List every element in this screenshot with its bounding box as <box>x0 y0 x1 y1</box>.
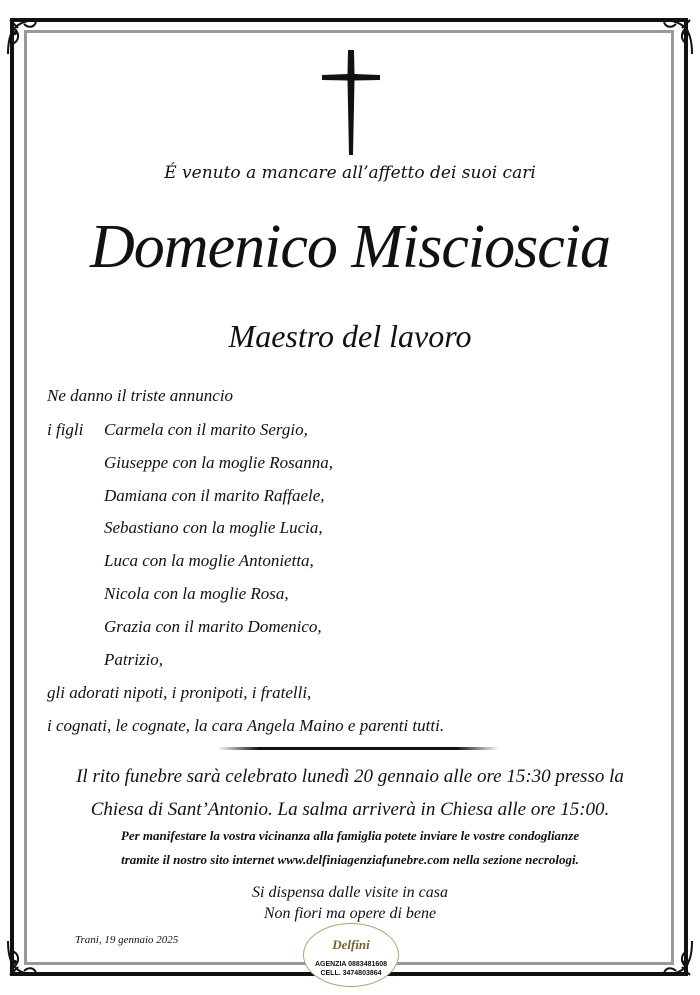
ornament-corner-icon <box>4 14 50 60</box>
ornament-corner-icon <box>4 935 50 981</box>
child-line: Patrizio, <box>104 650 164 669</box>
condolence-line: tramite il nostro sito internet www.delfiniagenziafunebre.com nella sezione necrologi. <box>121 852 579 867</box>
deceased-title: Maestro del lavoro <box>228 318 472 354</box>
condolence-line: Per manifestare la vostra vicinanza alla famiglia potete inviare le vostre condoglianze <box>120 828 580 843</box>
cross-icon <box>322 50 380 155</box>
agency-logo <box>303 923 399 987</box>
agency-phone: AGENZIA 0883481608 <box>314 961 388 968</box>
ornament-corner-icon <box>650 14 696 60</box>
child-line: Grazia con il marito Domenico, <box>104 617 322 636</box>
visit-note: Si dispensa dalle visite in casa <box>252 884 448 901</box>
divider <box>217 747 499 750</box>
child-line: Giuseppe con la moglie Rosanna, <box>104 453 333 472</box>
announce-text: Ne danno il triste annuncio <box>47 386 234 405</box>
ornament-corner-icon <box>650 935 696 981</box>
others-line: i cognati, le cognate, la cara Angela Maino e parenti tutti. <box>47 716 445 735</box>
agency-mobile: CELL. 3474803864 <box>320 970 382 977</box>
child-line: Carmela con il marito Sergio, <box>104 420 308 439</box>
agency-name: Delfini <box>332 937 370 952</box>
others-line: gli adorati nipoti, i pronipoti, i fratelli, <box>47 683 312 702</box>
intro-text: É venuto a mancare all’affetto dei suoi cari <box>164 163 536 183</box>
flowers-note: Non fiori ma opere di bene <box>263 905 437 922</box>
place-date: Trani, 19 gennaio 2025 <box>75 934 179 946</box>
child-line: Damiana con il marito Raffaele, <box>104 486 325 505</box>
children-label: i figli <box>47 420 84 439</box>
child-line: Sebastiano con la moglie Lucia, <box>104 518 323 537</box>
rite-line: Il rito funebre sarà celebrato lunedì 20 gennaio alle ore 15:30 presso la <box>76 766 624 787</box>
rite-line: Chiesa di Sant’Antonio. La salma arriverà in Chiesa alle ore 15:00. <box>90 799 610 820</box>
child-line: Nicola con la moglie Rosa, <box>104 584 289 603</box>
child-line: Luca con la moglie Antonietta, <box>104 551 314 570</box>
deceased-name: Domenico Miscioscia <box>90 213 610 281</box>
